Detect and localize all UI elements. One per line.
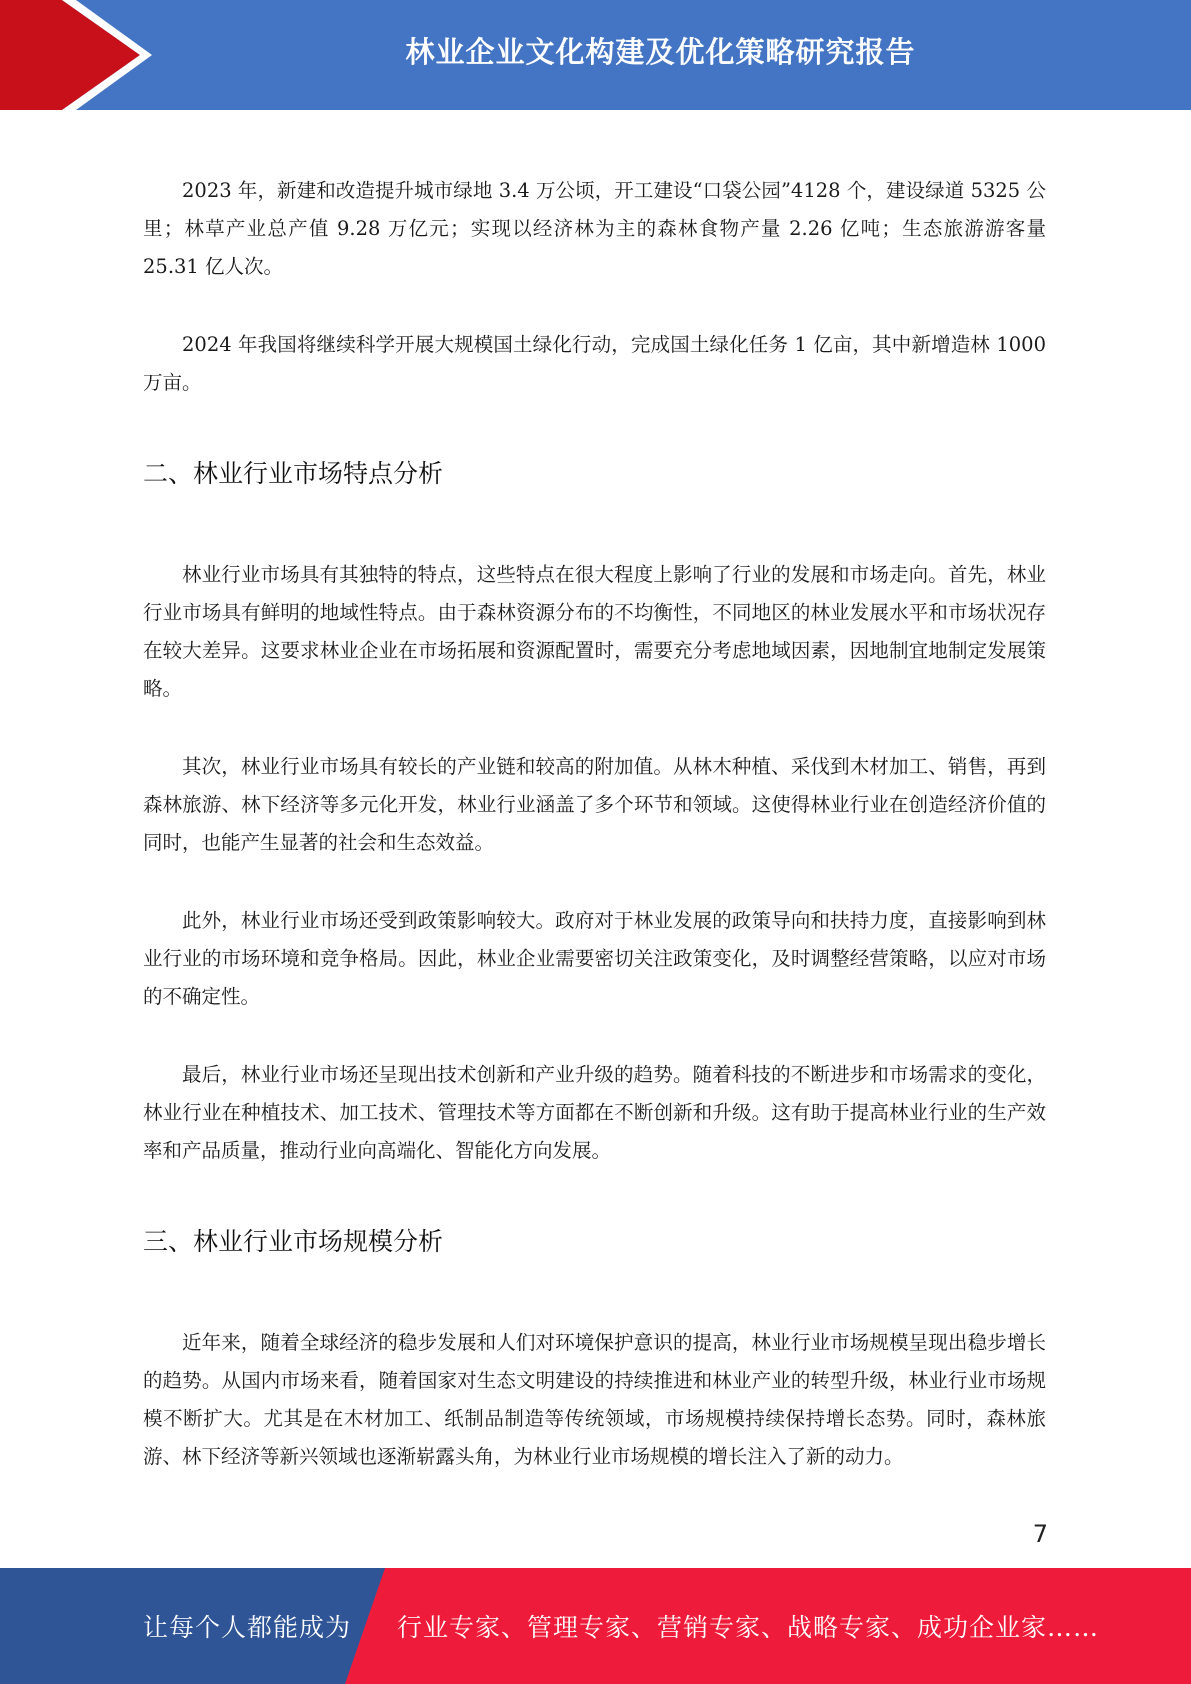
footer-slogan-right: 行业专家、管理专家、营销专家、战略专家、成功企业家…… xyxy=(397,1613,1100,1642)
paragraph-s3-1: 近年来，随着全球经济的稳步发展和人们对环境保护意识的提高，林业行业市场规模呈现出稳步增长的趋势。从国内市场来看，随着国家对生态文明建设的持续推进和林业产业的转型升级，林业行业市场规模不断扩大。尤其是在木材加工、纸制品制造等传统领域，市场规模持续保持增长态势。同时，森林旅游、林下经济等新兴领域也逐渐崭露头角，为林业行业市场规模的增长注入了新的动力。 xyxy=(143,1331,1046,1468)
footer-slogan-left: 让每个人都能成为 xyxy=(143,1613,352,1642)
page-number: 7 xyxy=(1032,1520,1048,1548)
header-arrow-decoration xyxy=(0,0,160,110)
paragraph-s2-1: 林业行业市场具有其独特的特点，这些特点在很大程度上影响了行业的发展和市场走向。首先，林业行业市场具有鲜明的地域性特点。由于森林资源分布的不均衡性，不同地区的林业发展水平和市场状况存在较大差异。这要求林业企业在市场拓展和资源配置时，需要充分考虑地域因素，因地制宜地制定发展策略。 xyxy=(143,563,1046,700)
document-body xyxy=(143,172,1046,1476)
header-banner xyxy=(0,0,1191,110)
paragraph-s2-3: 此外，林业行业市场还受到政策影响较大。政府对于林业发展的政策导向和扶持力度，直接影响到林业行业的市场环境和竞争格局。因此，林业企业需要密切关注政策变化，及时调整经营策略，以应对市场的不确定性。 xyxy=(143,909,1046,1008)
footer-banner xyxy=(0,1568,1191,1684)
paragraph-s2-2: 其次，林业行业市场具有较长的产业链和较高的附加值。从林木种植、采伐到木材加工、销售，再到森林旅游、林下经济等多元化开发，林业行业涵盖了多个环节和领域。这使得林业行业在创造经济价值的同时，也能产生显著的社会和生态效益。 xyxy=(143,755,1046,854)
paragraph-intro-1: 2023 年，新建和改造提升城市绿地 3.4 万公顷，开工建设“口袋公园”4128 个，建设绿道 5325 公里；林草产业总产值 9.28 万亿元；实现以经济林为主的森林食物产量 2.26 亿吨；生态旅游游客量 25.31 亿人次。 xyxy=(143,179,1046,278)
section-heading-2: 二、林业行业市场特点分析 xyxy=(143,459,444,488)
paragraph-intro-2: 2024 年我国将继续科学开展大规模国土绿化行动，完成国土绿化任务 1 亿亩，其中新增造林 1000 万亩。 xyxy=(143,333,1046,394)
section-heading-3: 三、林业行业市场规模分析 xyxy=(143,1227,444,1256)
report-title: 林业企业文化构建及优化策略研究报告 xyxy=(405,34,916,69)
paragraph-s2-4: 最后，林业行业市场还呈现出技术创新和产业升级的趋势。随着科技的不断进步和市场需求的变化，林业行业在种植技术、加工技术、管理技术等方面都在不断创新和升级。这有助于提高林业行业的生产效率和产品质量，推动行业向高端化、智能化方向发展。 xyxy=(143,1063,1046,1162)
